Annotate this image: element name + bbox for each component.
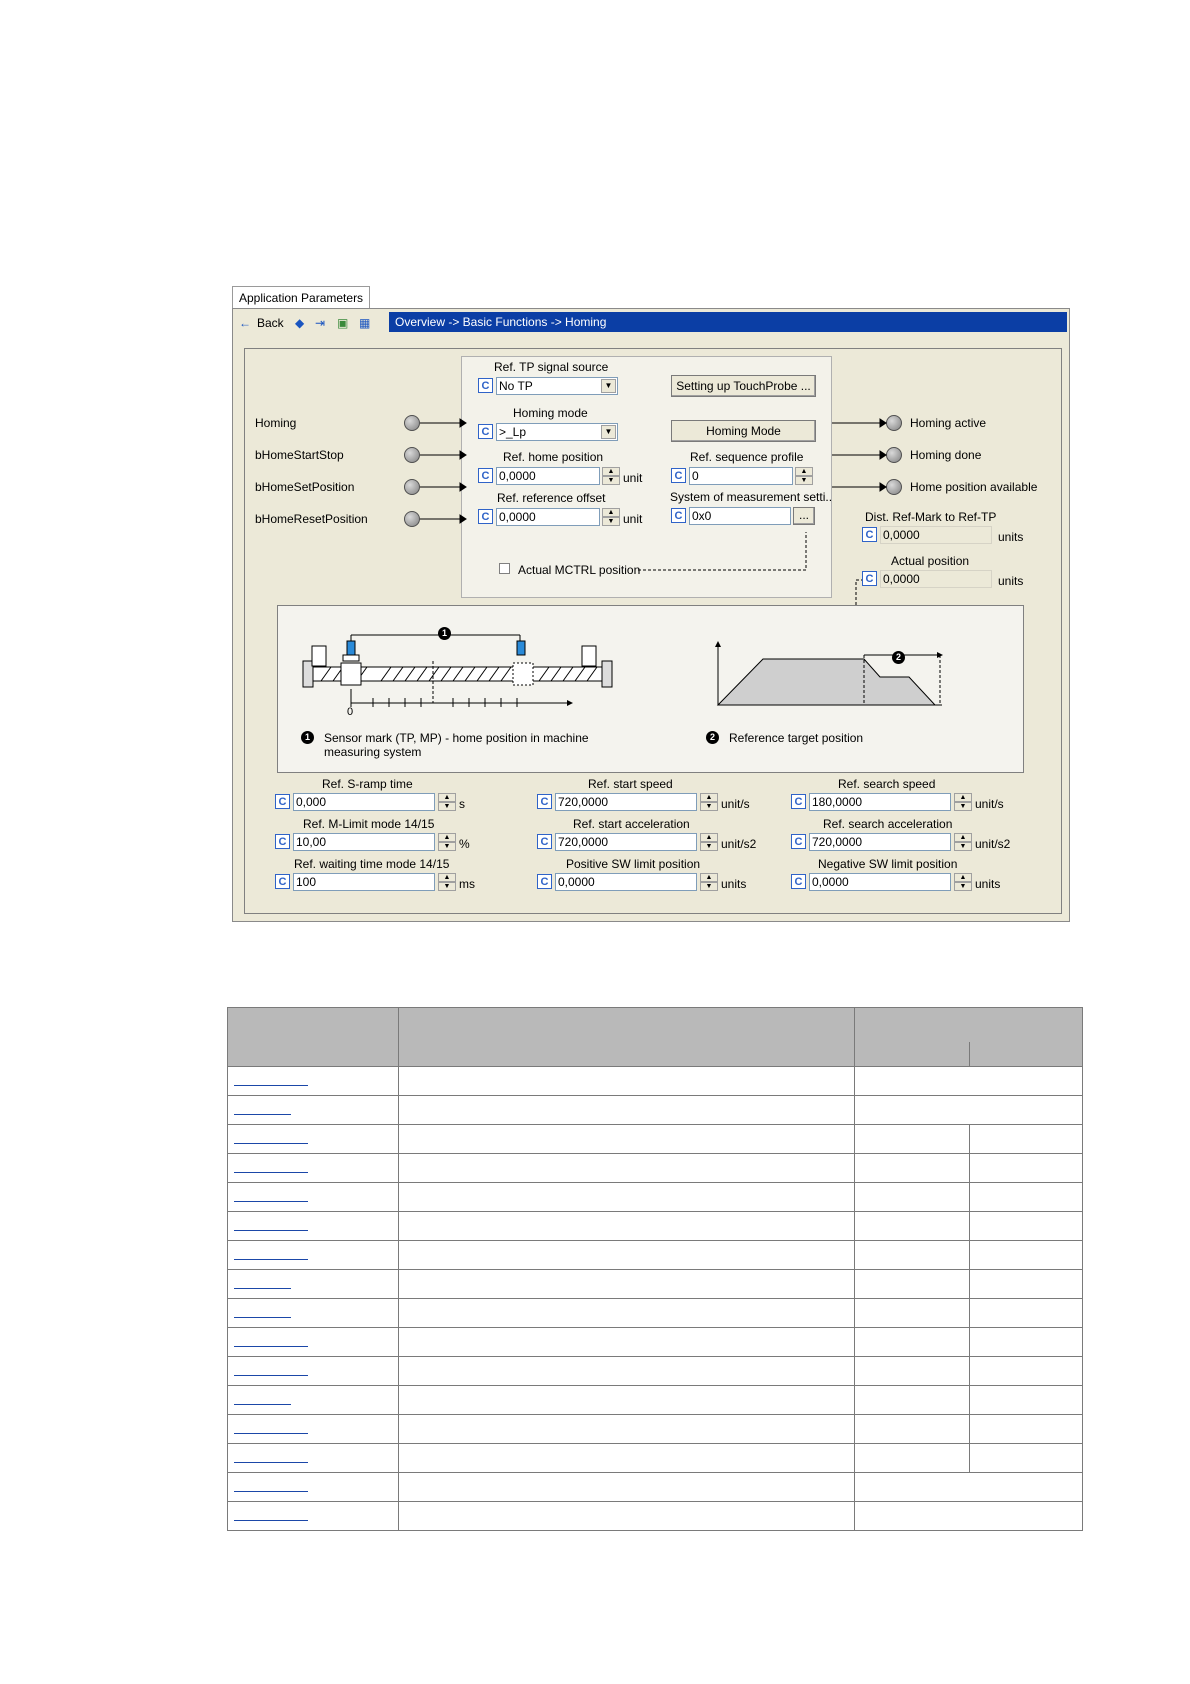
ref-search-acceleration-unit: unit/s2 [975, 837, 1011, 851]
ref-m-limit-mode-input[interactable]: 10,00 [293, 833, 435, 851]
parameter-link[interactable] [234, 1375, 308, 1376]
parameter-link[interactable] [234, 1346, 308, 1347]
actual-mctrl-position-label: Actual MCTRL position [518, 563, 641, 577]
table-row [228, 1328, 1083, 1357]
table-cell-description [398, 1299, 854, 1328]
c-button[interactable]: C [275, 794, 290, 809]
table-cell-link [228, 1386, 399, 1415]
actual-position-label: Actual position [891, 554, 970, 568]
homing-mode-label: Homing mode [513, 406, 588, 420]
table-header-cell [854, 1008, 1082, 1067]
table-cell-link [228, 1270, 399, 1299]
ref-reference-offset-label: Ref. reference offset [497, 491, 606, 505]
system-of-measurement-label: System of measurement setti.. [670, 490, 833, 504]
ref-home-position-input[interactable]: 0,0000 [496, 467, 600, 485]
table-cell-description [398, 1502, 854, 1531]
cell-split-line [969, 1357, 970, 1385]
table-cell-description [398, 1444, 854, 1473]
table-cell-value [854, 1299, 1082, 1328]
legend-1-line2: measuring system [324, 745, 422, 759]
table-row [228, 1502, 1083, 1531]
c-button[interactable]: C [671, 468, 686, 483]
table-cell-description [398, 1125, 854, 1154]
properties-icon[interactable]: ▦ [359, 316, 371, 330]
ref-search-acceleration-label: Ref. search acceleration [823, 817, 953, 831]
negative-sw-limit-label: Negative SW limit position [818, 857, 958, 871]
table-cell-link [228, 1125, 399, 1154]
ref-start-speed-input[interactable]: 720,0000 [555, 793, 697, 811]
back-button[interactable]: Back [257, 316, 284, 330]
output-label-homing-active: Homing active [910, 416, 987, 430]
table-cell-link [228, 1415, 399, 1444]
table-cell-value [854, 1241, 1082, 1270]
parameter-link[interactable] [234, 1172, 308, 1173]
cell-split-line [969, 1241, 970, 1269]
table-cell-value [854, 1386, 1082, 1415]
parameter-link[interactable] [234, 1433, 308, 1434]
ref-search-speed-stepper[interactable]: ▲ ▼ [954, 793, 972, 811]
parameter-reference-table [227, 1007, 1083, 1531]
ref-start-speed-unit: unit/s [721, 797, 750, 811]
table-row [228, 1241, 1083, 1270]
ref-waiting-time-label: Ref. waiting time mode 14/15 [294, 857, 450, 871]
cell-split-line [969, 1183, 970, 1211]
c-button[interactable]: C [537, 834, 552, 849]
ref-search-speed-input[interactable]: 180,0000 [809, 793, 951, 811]
parameter-link[interactable] [234, 1288, 291, 1289]
table-cell-value [854, 1502, 1082, 1531]
homing-mode-select[interactable] [496, 423, 618, 441]
parameter-link[interactable] [234, 1230, 308, 1231]
tab-application-parameters[interactable]: Application Parameters [232, 286, 370, 309]
marker-2: 2 [892, 651, 905, 664]
input-label-bhomesetposition: bHomeSetPosition [255, 480, 355, 494]
table-row [228, 1444, 1083, 1473]
ref-start-speed-label: Ref. start speed [588, 777, 673, 791]
ref-start-acceleration-label: Ref. start acceleration [573, 817, 690, 831]
ref-m-limit-mode-stepper[interactable]: ▲ ▼ [438, 833, 456, 851]
table-cell-description [398, 1154, 854, 1183]
dist-ref-mark-label: Dist. Ref-Mark to Ref-TP [865, 510, 997, 524]
table-cell-link [228, 1357, 399, 1386]
marker-1: 1 [438, 627, 451, 640]
table-cell-link [228, 1502, 399, 1531]
table-cell-link [228, 1473, 399, 1502]
ref-reference-offset-stepper[interactable]: ▲ ▼ [602, 508, 620, 526]
legend-2: Reference target position [729, 731, 864, 745]
ref-home-position-label: Ref. home position [503, 450, 604, 464]
ref-sequence-profile-stepper[interactable]: ▲ ▼ [795, 467, 813, 485]
ref-start-acceleration-unit: unit/s2 [721, 837, 757, 851]
input-label-bhomeresetposition: bHomeResetPosition [255, 512, 368, 526]
table-cell-link [228, 1183, 399, 1212]
table-cell-description [398, 1096, 854, 1125]
ref-waiting-time-unit: ms [459, 877, 475, 891]
ref-search-acceleration-input[interactable]: 720,0000 [809, 833, 951, 851]
positive-sw-limit-stepper[interactable]: ▲ ▼ [700, 873, 718, 891]
parameter-link[interactable] [234, 1114, 291, 1115]
cell-split-line [969, 1386, 970, 1414]
ref-s-ramp-time-stepper[interactable]: ▲ ▼ [438, 793, 456, 811]
table-cell-link [228, 1096, 399, 1125]
table-row [228, 1473, 1083, 1502]
legend-marker-2: 2 [706, 731, 719, 744]
output-label-homing-done: Homing done [910, 448, 982, 462]
ref-sequence-profile-label: Ref. sequence profile [690, 450, 804, 464]
homing-mode-button[interactable]: Homing Mode [671, 420, 816, 442]
table-cell-link [228, 1154, 399, 1183]
table-cell-value [854, 1415, 1082, 1444]
cell-split-line [969, 1125, 970, 1153]
table-cell-link [228, 1212, 399, 1241]
cell-split-line [969, 1299, 970, 1327]
dist-ref-mark-value: 0,0000 [880, 526, 992, 544]
table-cell-description [398, 1183, 854, 1212]
ref-sequence-profile-input[interactable]: 0 [689, 467, 793, 485]
table-row [228, 1067, 1083, 1096]
table-cell-link [228, 1299, 399, 1328]
legend-1-line1: Sensor mark (TP, MP) - home position in machine [324, 731, 589, 745]
actual-position-unit: units [998, 574, 1024, 588]
ref-s-ramp-time-input[interactable]: 0,000 [293, 793, 435, 811]
table-header-cell [398, 1008, 854, 1067]
parameter-link[interactable] [234, 1462, 308, 1463]
ref-s-ramp-time-unit: s [459, 797, 465, 811]
table-header-cell [228, 1008, 399, 1067]
cell-split-line [969, 1444, 970, 1472]
table-cell-value [854, 1357, 1082, 1386]
table-cell-description [398, 1473, 854, 1502]
system-of-measurement-input[interactable]: 0x0 [689, 507, 791, 525]
input-label-homing: Homing [255, 416, 297, 430]
table-cell-description [398, 1357, 854, 1386]
table-cell-value [854, 1183, 1082, 1212]
ref-start-acceleration-input[interactable]: 720,0000 [555, 833, 697, 851]
tp-signal-source-select[interactable] [496, 377, 618, 395]
c-button[interactable]: C [671, 508, 686, 523]
cell-split-line [969, 1415, 970, 1443]
breadcrumb: Overview -> Basic Functions -> Homing [389, 312, 1067, 332]
c-button[interactable]: C [275, 874, 290, 889]
ref-start-speed-stepper[interactable]: ▲ ▼ [700, 793, 718, 811]
tp-signal-source-label: Ref. TP signal source [494, 360, 609, 374]
cell-split-line [969, 1270, 970, 1298]
table-row [228, 1125, 1083, 1154]
parameter-link[interactable] [234, 1491, 308, 1492]
monitor-icon[interactable]: ▣ [337, 316, 349, 330]
table-cell-description [398, 1067, 854, 1096]
output-label-home-position-available: Home position available [910, 480, 1038, 494]
table-cell-value [854, 1328, 1082, 1357]
legend-marker-1: 1 [301, 731, 314, 744]
positive-sw-limit-input[interactable]: 0,0000 [555, 873, 697, 891]
table-cell-description [398, 1328, 854, 1357]
table-row [228, 1096, 1083, 1125]
ref-reference-offset-unit: unit [623, 512, 643, 526]
table-cell-description [398, 1270, 854, 1299]
ref-home-position-unit: unit [623, 471, 643, 485]
c-button[interactable]: C [537, 794, 552, 809]
c-button[interactable]: C [478, 468, 493, 483]
table-cell-value [854, 1270, 1082, 1299]
parameter-link[interactable] [234, 1317, 291, 1318]
actual-position-value: 0,0000 [880, 570, 992, 588]
chevron-down-icon[interactable]: ▼ [601, 379, 616, 393]
table-cell-value [854, 1473, 1082, 1502]
parameter-link[interactable] [234, 1259, 308, 1260]
cell-split-line [969, 1328, 970, 1356]
axis-zero-label: 0 [347, 706, 354, 718]
c-button[interactable]: C [791, 834, 806, 849]
cell-split-line [969, 1212, 970, 1240]
table-row [228, 1386, 1083, 1415]
parameter-link[interactable] [234, 1520, 308, 1521]
table-cell-link [228, 1067, 399, 1096]
dist-ref-mark-unit: units [998, 530, 1024, 544]
tp-signal-source-value: No TP [499, 379, 533, 393]
table-cell-description [398, 1212, 854, 1241]
ref-m-limit-mode-label: Ref. M-Limit mode 14/15 [303, 817, 435, 831]
parameter-link[interactable] [234, 1085, 308, 1086]
positive-sw-limit-label: Positive SW limit position [566, 857, 701, 871]
ref-search-acceleration-stepper[interactable]: ▲ ▼ [954, 833, 972, 851]
c-button[interactable]: C [791, 874, 806, 889]
table-cell-description [398, 1415, 854, 1444]
table-cell-value [854, 1096, 1082, 1125]
table-header-row [228, 1008, 1083, 1067]
ref-reference-offset-input[interactable]: 0,0000 [496, 508, 600, 526]
table-cell-link [228, 1444, 399, 1473]
table-cell-value [854, 1444, 1082, 1473]
table-cell-value [854, 1125, 1082, 1154]
parameter-link[interactable] [234, 1404, 291, 1405]
positive-sw-limit-unit: units [721, 877, 747, 891]
table-cell-description [398, 1386, 854, 1415]
table-row [228, 1415, 1083, 1444]
negative-sw-limit-stepper[interactable]: ▲ ▼ [954, 873, 972, 891]
import-icon[interactable]: ⇥ [315, 316, 326, 330]
table-row [228, 1212, 1083, 1241]
ref-search-speed-unit: unit/s [975, 797, 1004, 811]
ref-waiting-time-input[interactable]: 100 [293, 873, 435, 891]
table-row [228, 1154, 1083, 1183]
ref-home-position-stepper[interactable]: ▲ ▼ [602, 467, 620, 485]
ref-waiting-time-stepper[interactable]: ▲ ▼ [438, 873, 456, 891]
c-button[interactable]: C [275, 834, 290, 849]
chevron-down-icon[interactable]: ▼ [601, 425, 616, 439]
table-cell-value [854, 1067, 1082, 1096]
negative-sw-limit-unit: units [975, 877, 1001, 891]
info-icon[interactable]: ◆ [295, 316, 305, 330]
negative-sw-limit-input[interactable]: 0,0000 [809, 873, 951, 891]
c-button[interactable]: C [537, 874, 552, 889]
parameter-link[interactable] [234, 1201, 308, 1202]
homing-mode-value: >_Lp [499, 425, 527, 439]
header-split-line [969, 1042, 970, 1066]
parameter-link[interactable] [234, 1143, 308, 1144]
c-button[interactable]: C [791, 794, 806, 809]
cell-split-line [969, 1154, 970, 1182]
c-button[interactable]: C [478, 378, 493, 393]
ref-m-limit-mode-unit: % [459, 837, 470, 851]
table-row [228, 1357, 1083, 1386]
c-button[interactable]: C [862, 527, 877, 542]
table-cell-description [398, 1241, 854, 1270]
table-row [228, 1270, 1083, 1299]
actual-mctrl-position-checkbox[interactable] [499, 563, 510, 574]
ref-start-acceleration-stepper[interactable]: ▲ ▼ [700, 833, 718, 851]
table-row [228, 1299, 1083, 1328]
table-cell-value [854, 1212, 1082, 1241]
c-button[interactable]: C [862, 571, 877, 586]
input-label-bhomestartstop: bHomeStartStop [255, 448, 344, 462]
back-arrow-icon[interactable]: ← [239, 316, 251, 330]
table-cell-link [228, 1241, 399, 1270]
system-of-measurement-browse-button[interactable]: ... [793, 507, 815, 525]
setting-up-touchprobe-button[interactable]: Setting up TouchProbe ... [671, 375, 816, 397]
c-button[interactable]: C [478, 424, 493, 439]
table-cell-link [228, 1328, 399, 1357]
table-cell-value [854, 1154, 1082, 1183]
ref-s-ramp-time-label: Ref. S-ramp time [322, 777, 413, 791]
table-row [228, 1183, 1083, 1212]
ref-search-speed-label: Ref. search speed [838, 777, 936, 791]
c-button[interactable]: C [478, 509, 493, 524]
